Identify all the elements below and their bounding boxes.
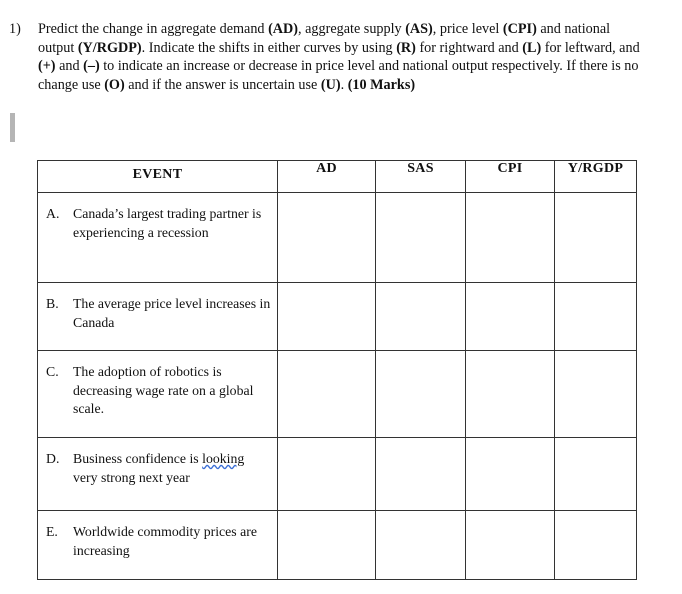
spellcheck-underlined-word: looking — [202, 451, 245, 466]
event-text: Worldwide commodity prices are increasing — [73, 524, 257, 558]
question-key-term: (10 Marks) — [347, 76, 416, 93]
table-row-b — [38, 283, 637, 351]
y-rgdp-answer-cell[interactable] — [555, 283, 637, 351]
y-rgdp-answer-cell[interactable] — [555, 351, 637, 438]
question-key-term: (+) — [38, 58, 56, 75]
header-sas: SAS — [376, 161, 466, 193]
question-segment: . Indicate the shifts in either curves by using — [141, 39, 397, 56]
question-key-term: (Y/RGDP) — [77, 39, 142, 56]
cpi-answer-cell[interactable] — [466, 351, 555, 438]
sas-answer-cell[interactable] — [376, 193, 466, 283]
event-cell-a — [38, 193, 278, 283]
event-text: Business confidence is looking very strong next year — [73, 451, 245, 485]
question-key-term: (R) — [396, 39, 416, 56]
cpi-answer-cell[interactable] — [466, 511, 555, 580]
header-event: EVENT — [38, 161, 278, 193]
ad-answer-cell[interactable] — [278, 283, 376, 351]
question-segment: for leftward, and — [541, 39, 640, 56]
cpi-answer-cell[interactable] — [466, 438, 555, 511]
question-number: 1) — [9, 21, 21, 37]
table-row-a — [38, 193, 637, 283]
question-segment: Predict the change in aggregate demand — [38, 21, 269, 37]
question-segment: , price level — [432, 21, 503, 37]
question-key-term: (–) — [83, 58, 100, 75]
event-letter: C. — [46, 364, 59, 379]
y-rgdp-answer-cell[interactable] — [555, 511, 637, 580]
question-segment: and if the answer is uncertain use — [124, 76, 321, 93]
ad-answer-cell[interactable] — [278, 193, 376, 283]
event-cell-e — [38, 511, 278, 580]
header-cpi: CPI — [466, 161, 555, 193]
cpi-answer-cell[interactable] — [466, 193, 555, 283]
header-ad: AD — [278, 161, 376, 193]
question-text — [9, 20, 649, 94]
event-letter: B. — [46, 296, 59, 311]
sas-answer-cell[interactable] — [376, 511, 466, 580]
question-key-term: (U) — [320, 76, 341, 93]
event-cell-b — [38, 283, 278, 351]
text-cursor-indicator — [10, 113, 15, 142]
ad-answer-cell[interactable] — [278, 438, 376, 511]
table-row-c — [38, 351, 637, 438]
y-rgdp-answer-cell[interactable] — [555, 193, 637, 283]
table-row-e — [38, 511, 637, 580]
question-key-term: (AS) — [405, 21, 433, 37]
event-letter: A. — [46, 206, 60, 221]
cpi-answer-cell[interactable] — [466, 283, 555, 351]
event-text: Canada’s largest trading partner is experiencing a recession — [73, 206, 262, 240]
sas-answer-cell[interactable] — [376, 283, 466, 351]
ad-answer-cell[interactable] — [278, 351, 376, 438]
header-row — [38, 161, 637, 193]
question-segment: to indicate an increase or decrease in price level and national output respectively. If there is no change use — [38, 58, 639, 93]
event-text: The average price level increases in Canada — [73, 296, 271, 330]
ad-answer-cell[interactable] — [278, 511, 376, 580]
question-segment: and — [55, 58, 84, 75]
header-y-rgdp: Y/RGDP — [555, 161, 637, 193]
question-segment: and national output — [38, 21, 611, 56]
question-segment: , aggregate supply — [298, 21, 406, 37]
question-key-term: (O) — [104, 76, 125, 93]
event-cell-d — [38, 438, 278, 511]
answer-table — [37, 160, 637, 580]
question-body — [38, 20, 649, 94]
question-segment: . — [340, 76, 348, 93]
event-cell-c — [38, 351, 278, 438]
table-row-d — [38, 438, 637, 511]
question-key-term: (L) — [522, 39, 542, 56]
y-rgdp-answer-cell[interactable] — [555, 438, 637, 511]
question-key-term: (AD) — [268, 21, 299, 37]
question-segment: for rightward and — [415, 39, 523, 56]
event-text: The adoption of robotics is decreasing wage rate on a global scale. — [73, 364, 254, 416]
sas-answer-cell[interactable] — [376, 438, 466, 511]
question-key-term: (CPI) — [502, 21, 537, 37]
event-letter: E. — [46, 524, 58, 539]
sas-answer-cell[interactable] — [376, 351, 466, 438]
event-letter: D. — [46, 451, 60, 466]
